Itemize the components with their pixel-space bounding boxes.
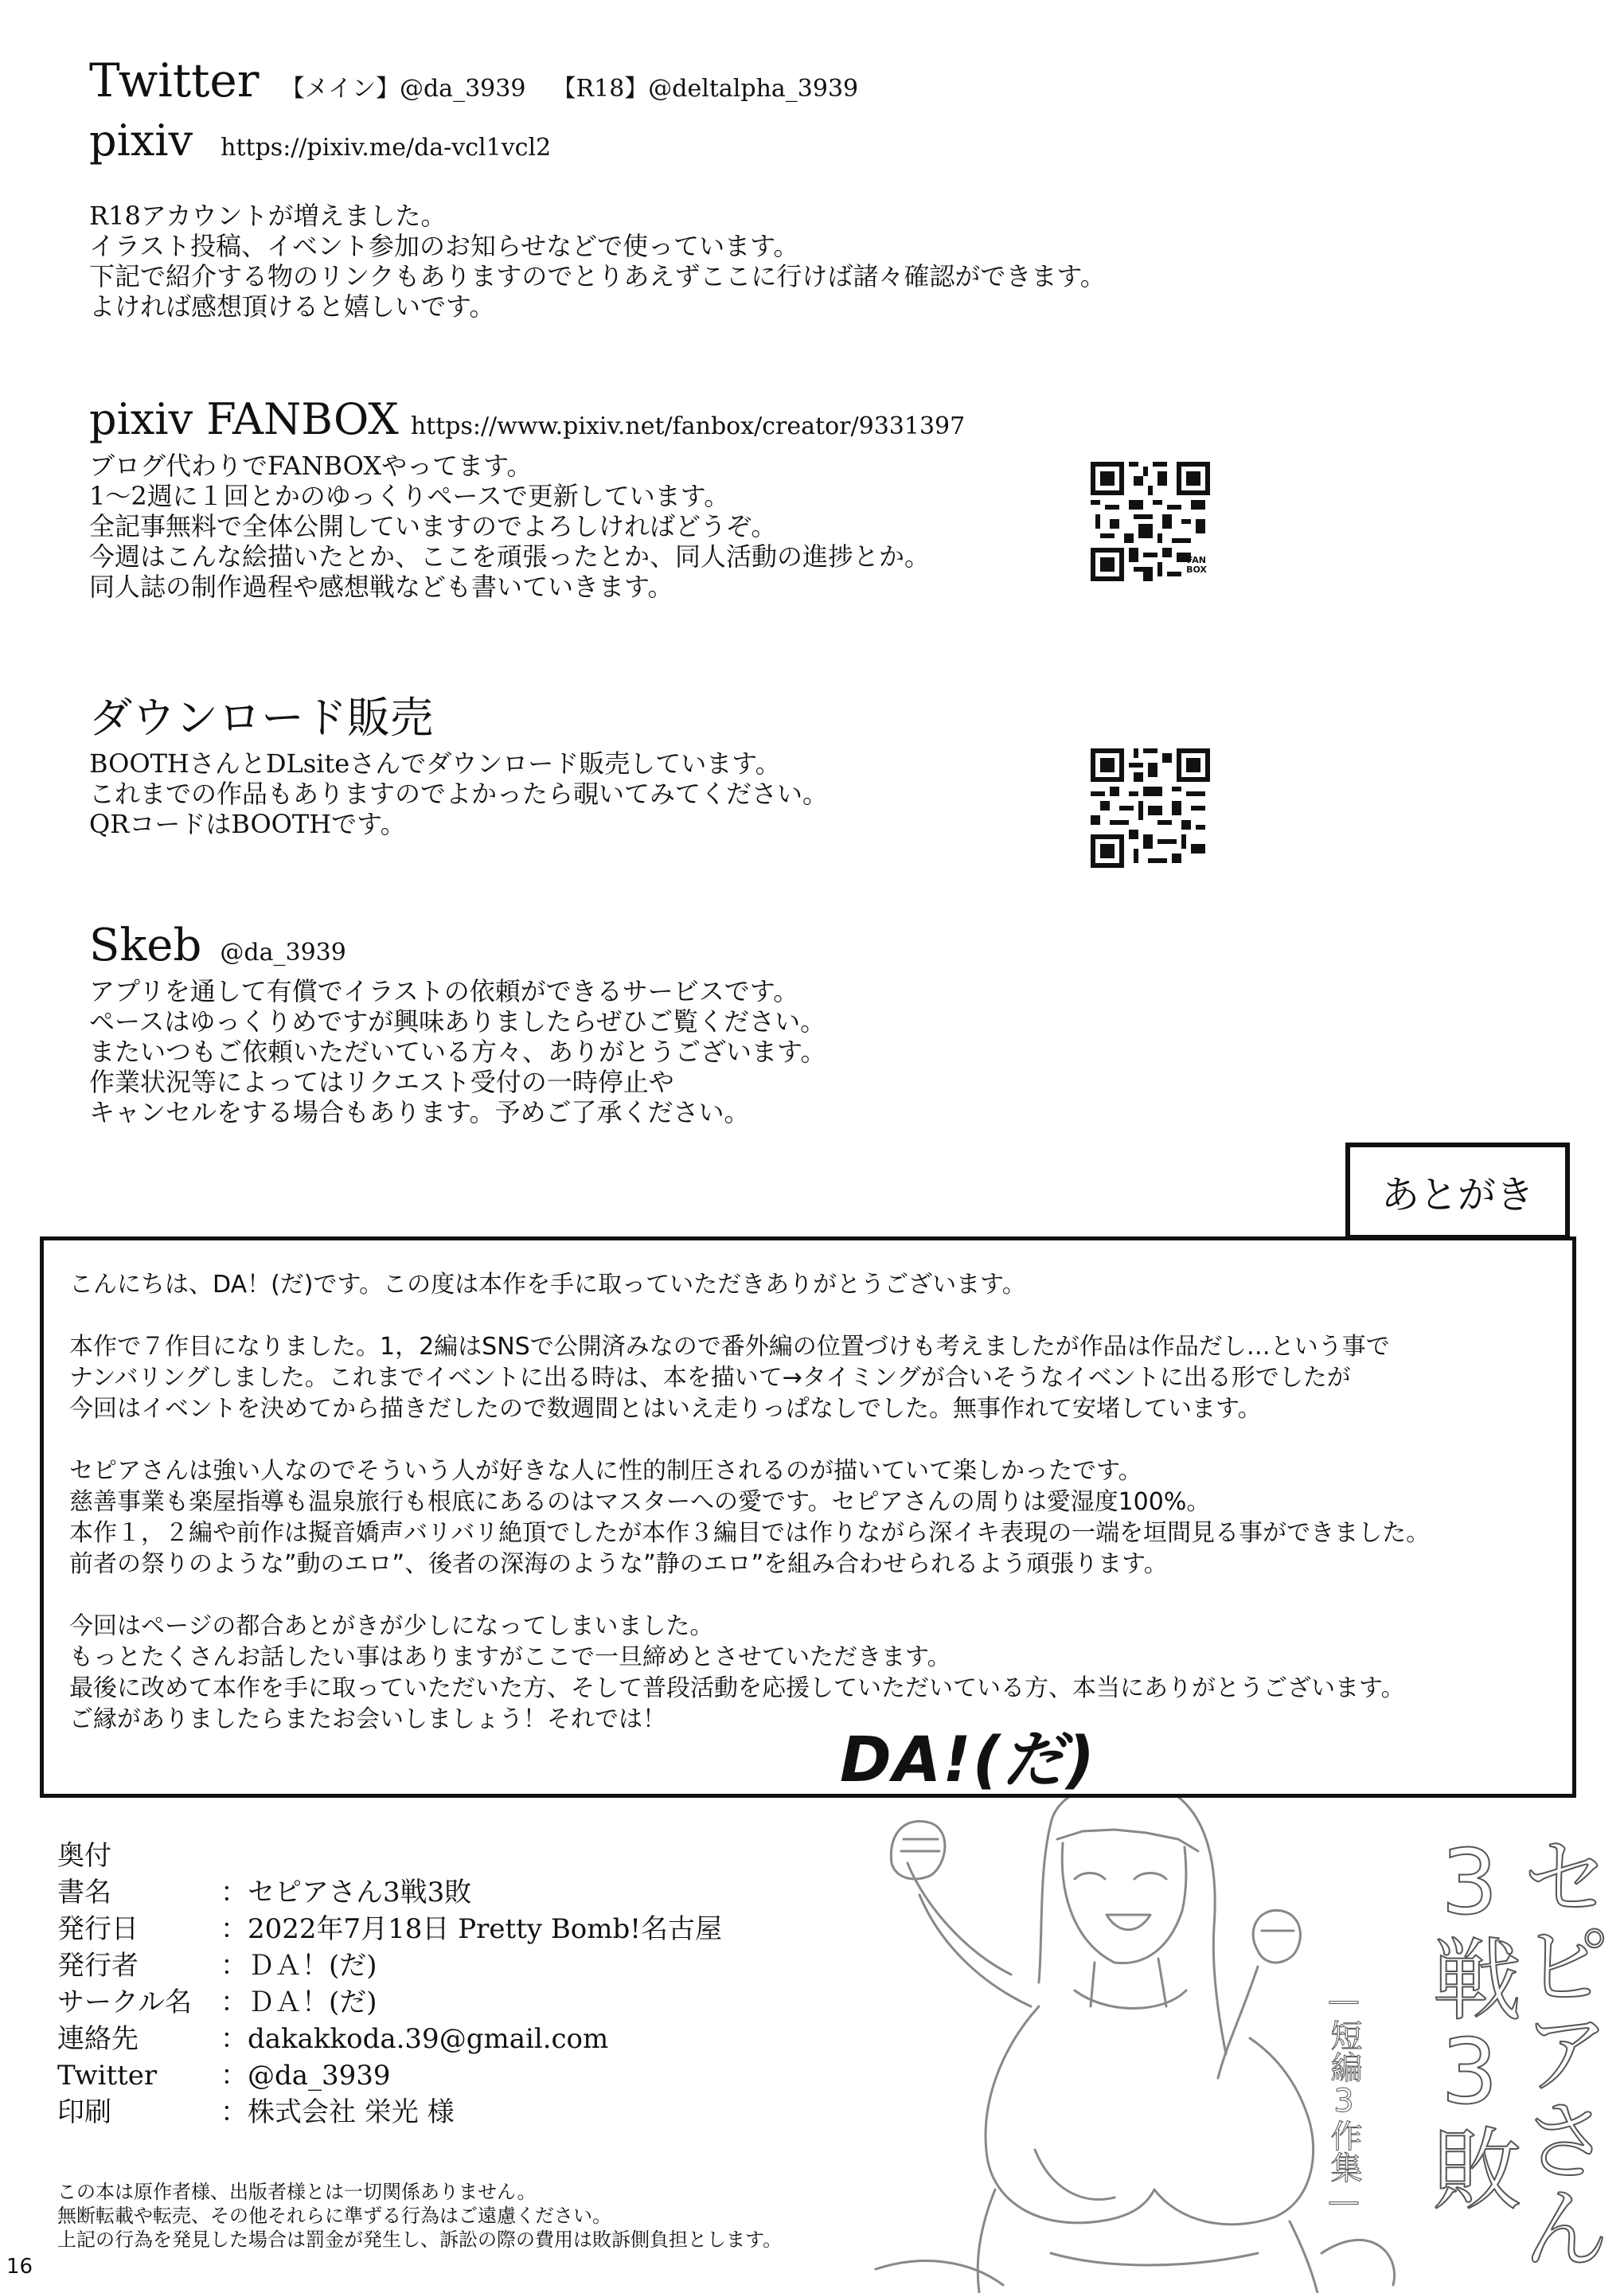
text-line: 今回はページの都合あとがきが少しになってしまいました。 [69,1612,714,1640]
text-line: QRコードはBOOTHです。 [89,809,406,839]
text-line: R18アカウントが増えました。 [89,201,447,231]
text-line: BOOTHさんとDLsiteさんでダウンロード販売しています。 [89,748,781,779]
text-line: 本作１，２編や前作は擬音嬌声バリバリ絶頂でしたが本作３編目では作りながら深イキ表現の一端を垣間見る事ができました。 [69,1519,1431,1547]
character-illustration [844,1775,1481,2293]
text-line: セピアさんは強い人なのでそういう人が好きな人に性的制圧されるのが描いていて楽しかったです。 [69,1457,1142,1485]
pixiv-url: https://pixiv.me/da-vcl1vcl2 [221,134,552,162]
text-line: 作業状況等によってはリクエスト受付の一時停止や [89,1067,674,1097]
twitter-main-handle: 【メイン】@da_3939 [280,75,526,103]
colophon-row [57,2057,722,2094]
twitter-r18-handle: 【R18】@deltalpha_3939 [552,75,859,103]
text-line: ナンバリングしました。これまでイベントに出る時は、本を描いて→タイミングが合いそうなイベントに出る形でしたが [69,1364,1351,1392]
colophon [57,1838,722,2131]
text-line: 上記の行為を発見した場合は罰金が発生し、訴訟の際の費用は敗訴側負担とします。 [57,2229,783,2251]
subtitle-dash: — [1325,2183,1362,2220]
afterword-tab: あとがき [1345,1143,1570,1240]
booth-qr-code[interactable] [1091,748,1210,868]
text-line: アプリを通して有償でイラストの依頼ができるサービスです。 [89,976,799,1006]
text-line: イラスト投稿、イベント参加のお知らせなどで使っています。 [89,231,799,261]
colophon-key: 書名 [57,1877,111,1908]
qr-code-icon [1091,748,1210,868]
colophon-row [57,1874,722,1911]
author-signature: DA!(だ) [840,1725,1096,1796]
afterword-paragraph [69,1611,1430,1735]
text-line: 1～2週に１回とかのゆっくりペースで更新しています。 [89,481,730,511]
text-line: こんにちは、DA！(だ)です。この度は本作を手に取っていただきありがとうございます。 [69,1271,1026,1299]
colophon-row [57,1947,722,1984]
text-line: ご縁がありましたらまたお会いしましょう！それでは！ [69,1705,666,1733]
colophon-key: 発行者 [57,1950,139,1982]
text-line: 慈善事業も楽屋指導も温泉旅行も根底にあるのはマスターへの愛です。セピアさんの周りは愛湿度100%。 [69,1488,1211,1516]
pixiv-description [89,201,1106,322]
text-line: 下記で紹介する物のリンクもありますのでとりあえずここに行けば諸々確認ができます。 [89,261,1106,291]
fanbox-label: pixiv FANBOX [89,394,399,444]
colophon-key: 連絡先 [57,2023,139,2055]
text-line: 今回はイベントを決めてから描きだしたので数週間とはいえ走りっぱなしでした。無事作れて安堵しています。 [69,1395,1262,1423]
afterword-body [69,1269,1430,1735]
colophon-value: ：@da_3939 [221,2060,391,2092]
text-line: この本は原作者様、出版者様とは一切関係ありません。 [57,2181,537,2203]
cover-subtitle-text: 短編3作集 [1325,2019,1362,2183]
disclaimer [57,2180,782,2252]
text-line: もっとたくさんお話したい事はありますがここで一旦締めとさせていただきます。 [69,1643,951,1671]
colophon-key: サークル名 [57,1986,192,2018]
fanbox-qr-caption: FAN BOX [1186,555,1207,575]
fanbox-url: https://www.pixiv.net/fanbox/creator/9331397 [410,412,966,440]
pixiv-label: pixiv [89,115,193,166]
colophon-heading: 奥付 [57,1840,111,1872]
afterword-paragraph [69,1331,1430,1424]
text-line: またいつもご依頼いただいている方々、ありがとうございます。 [89,1037,826,1067]
afterword-paragraph [69,1269,1430,1300]
afterword-box [40,1236,1576,1798]
text-line: これまでの作品もありますのでよかったら覗いてみてください。 [89,779,829,809]
text-line: キャンセルをする場合もあります。予めご了承ください。 [89,1097,750,1127]
text-line: よければ感想頂けると嬉しいです。 [89,291,495,322]
text-line: 同人誌の制作過程や感想戦なども書いていきます。 [89,572,673,602]
skeb-handle: @da_3939 [220,939,346,967]
cover-title: セピアさん3戦3敗 [1418,1831,1610,2269]
text-line: 最後に改めて本作を手に取っていただいた方、そして普段活動を応援していただいている方、本当にありがとうございます。 [69,1674,1405,1702]
colophon-key: 印刷 [57,2096,111,2128]
colophon-value: ：ＤＡ！(だ) [221,1950,377,1982]
colophon-value: ：株式会社 栄光 様 [221,2096,455,2128]
colophon-row [57,1984,722,2021]
twitter-label: Twitter [89,53,260,107]
text-line: 本作で７作目になりました。1，2編はSNSで公開済みなので番外編の位置づけも考えましたが作品は作品だし…という事で [69,1333,1390,1361]
fanbox-heading [89,394,966,444]
text-line: 前者の祭りのような”動のエロ”、後者の深海のような”静のエロ”を組み合わせられるよう頑張ります。 [69,1550,1168,1578]
text-line: 今週はこんな絵描いたとか、ここを頑張ったとか、同人活動の進捗とか。 [89,541,931,572]
colophon-value: ：dakakkoda.39@gmail.com [221,2023,609,2055]
pixiv-row [89,115,552,166]
text-line: ペースはゆっくりめですが興味ありましたらぜひご覧ください。 [89,1006,826,1037]
colophon-key: 発行日 [57,1913,139,1945]
subtitle-dash: — [1325,1982,1362,2019]
colophon-key: Twitter [57,2060,158,2092]
afterword-paragraph [69,1455,1430,1580]
skeb-label: Skeb [89,920,202,971]
colophon-value: ：ＤＡ！(だ) [221,1986,377,2018]
colophon-row [57,1911,722,1947]
colophon-row [57,2021,722,2057]
colophon-row [57,2094,722,2131]
cover-subtitle [1325,1982,1362,2220]
twitter-row [89,53,859,107]
skeb-description [89,976,826,1127]
fanbox-description [89,451,930,602]
skeb-heading [89,920,346,971]
colophon-value: ：2022年7月18日 Pretty Bomb!名古屋 [221,1913,722,1945]
download-description [89,748,828,839]
page-number: 16 [6,2255,33,2279]
text-line: 全記事無料で全体公開していますのでよろしければどうぞ。 [89,511,777,541]
colophon-value: ：セピアさん3戦3敗 [221,1877,472,1908]
download-heading: ダウンロード販売 [89,693,433,743]
text-line: ブログ代わりでFANBOXやってます。 [89,451,533,481]
text-line: 無断転載や転売、その他それらに準ずる行為はご遠慮ください。 [57,2205,611,2227]
